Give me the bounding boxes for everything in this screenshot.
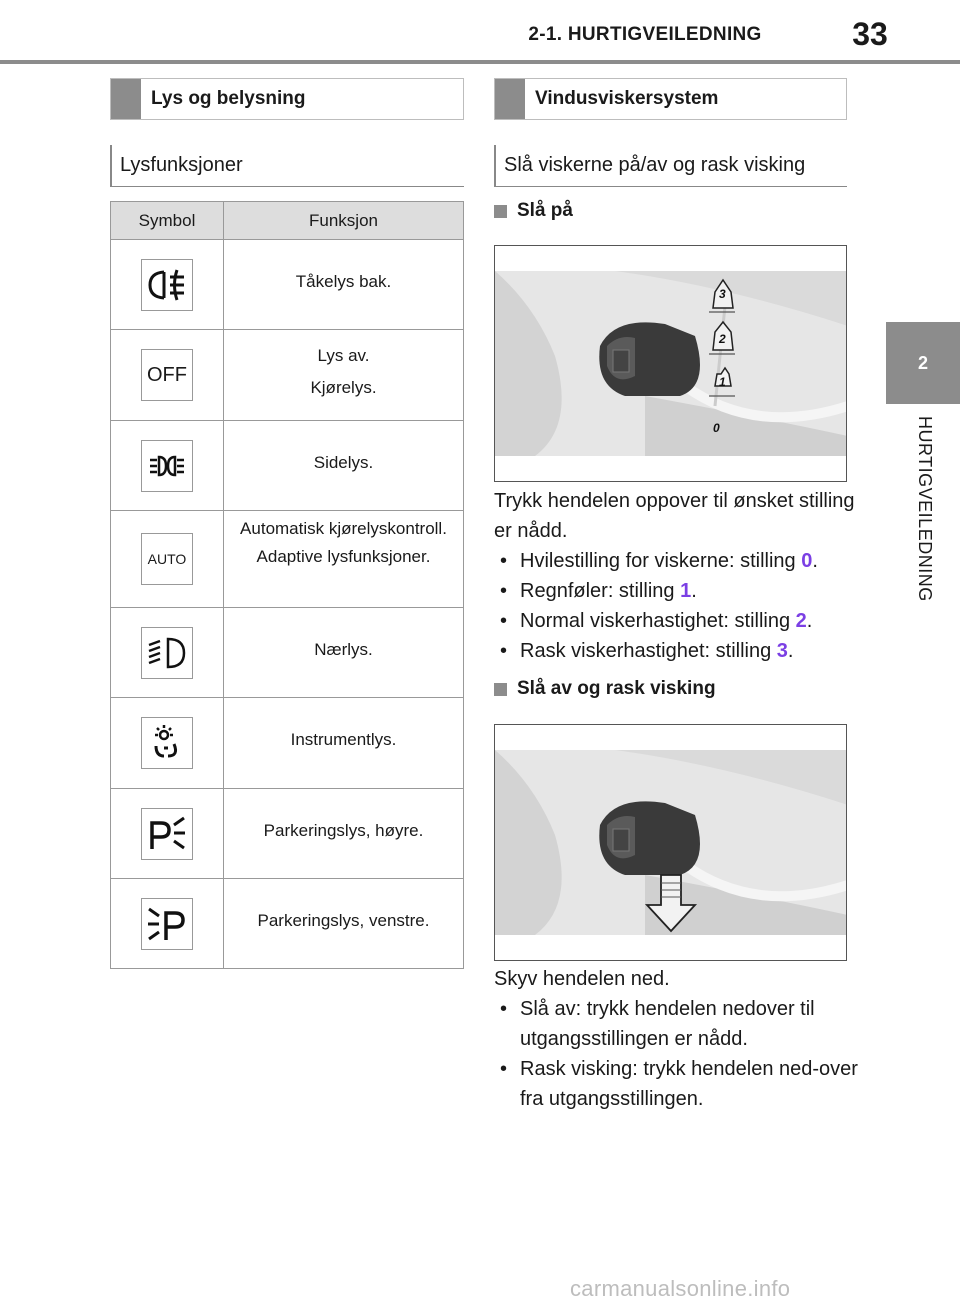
section-header-lights bbox=[110, 78, 464, 120]
function-text: Automatisk kjørelyskontroll. bbox=[240, 519, 447, 538]
table-header-row bbox=[111, 202, 464, 240]
symbol-cell bbox=[111, 330, 224, 421]
action-list bbox=[494, 994, 864, 1114]
table-header-function: Funksjon bbox=[224, 202, 464, 240]
parking-light-left-icon bbox=[141, 898, 193, 950]
function-text: Parkeringslys, venstre. bbox=[257, 911, 430, 930]
function-text: Nærlys. bbox=[314, 640, 373, 659]
table-row bbox=[111, 240, 464, 330]
instruction-text: Skyv hendelen ned. bbox=[494, 968, 670, 990]
heading-turn-off bbox=[494, 678, 716, 700]
function-text: Kjørelys. bbox=[310, 378, 377, 397]
wiper-lever-up-illustration bbox=[494, 245, 847, 482]
list-item-text: Rask viskerhastighet: stilling bbox=[520, 640, 777, 662]
lever-position-2: 2 bbox=[719, 332, 726, 346]
list-item-end: . bbox=[812, 550, 818, 572]
list-item bbox=[494, 606, 864, 636]
function-text: Parkeringslys, høyre. bbox=[263, 821, 424, 840]
table-row bbox=[111, 879, 464, 969]
heading-turn-on bbox=[494, 200, 573, 222]
page-number: 33 bbox=[852, 16, 888, 52]
section-header-wipers bbox=[494, 78, 847, 120]
list-item: • Slå av: trykk hendelen nedover til utgangsstillingen er nådd. bbox=[494, 994, 864, 1054]
symbol-cell bbox=[111, 789, 224, 879]
function-cell bbox=[224, 421, 464, 511]
table-header-symbol: Symbol bbox=[111, 202, 224, 240]
wiper-lever-down-illustration bbox=[494, 724, 847, 961]
table-row bbox=[111, 421, 464, 511]
list-item: • Rask visking: trykk hendelen ned-over fra utgangsstillingen. bbox=[494, 1054, 864, 1114]
side-lights-icon bbox=[141, 440, 193, 492]
table-row bbox=[111, 608, 464, 698]
list-item-end: . bbox=[806, 610, 813, 632]
function-cell bbox=[224, 511, 464, 608]
list-item-end: . bbox=[691, 580, 697, 602]
off-icon-text: OFF bbox=[147, 363, 187, 386]
list-item-text: Regnføler: stilling bbox=[520, 580, 681, 602]
heading-text: Slå av og rask visking bbox=[517, 678, 716, 699]
function-cell bbox=[224, 240, 464, 330]
parking-light-right-icon bbox=[141, 808, 193, 860]
position-number: 3 bbox=[776, 640, 788, 662]
lever-position-1: 1 bbox=[719, 375, 726, 389]
chapter-tab-number: 2 bbox=[886, 322, 960, 404]
list-item-end: . bbox=[787, 640, 794, 662]
list-item-text: Normal viskerhastighet: stilling bbox=[520, 610, 796, 632]
low-beam-icon bbox=[141, 627, 193, 679]
table-row bbox=[111, 511, 464, 608]
light-functions-table bbox=[110, 201, 464, 969]
section-title: Lys og belysning bbox=[151, 88, 306, 109]
function-cell bbox=[224, 789, 464, 879]
function-text: Adaptive lysfunksjoner. bbox=[256, 547, 431, 566]
heading-marker bbox=[494, 205, 507, 218]
list-item bbox=[494, 576, 864, 606]
watermark: carmanualsonline.info bbox=[570, 1276, 791, 1301]
position-number: 1 bbox=[680, 580, 692, 602]
symbol-cell bbox=[111, 608, 224, 698]
list-item bbox=[494, 636, 864, 666]
table-row bbox=[111, 330, 464, 421]
list-item bbox=[494, 546, 864, 576]
symbol-cell bbox=[111, 421, 224, 511]
header-rule bbox=[0, 60, 960, 64]
subsection-title: Lysfunksjoner bbox=[110, 145, 464, 187]
function-text: Lys av. bbox=[317, 346, 370, 365]
list-item-text: Hvilestilling for viskerne: stilling bbox=[520, 550, 802, 572]
position-number: 2 bbox=[795, 610, 807, 632]
function-cell bbox=[224, 879, 464, 969]
function-text: Sidelys. bbox=[313, 453, 374, 472]
rear-fog-light-icon bbox=[141, 259, 193, 311]
instrument-light-icon bbox=[141, 717, 193, 769]
chapter-tab-label: HURTIGVEILEDNING bbox=[915, 416, 935, 602]
symbol-cell bbox=[111, 511, 224, 608]
chapter-title: 2-1. HURTIGVEILEDNING bbox=[528, 24, 762, 45]
position-list bbox=[494, 546, 864, 666]
subsection-title: Slå viskerne på/av og rask visking bbox=[494, 145, 847, 187]
auto-icon-text: AUTO bbox=[147, 551, 187, 567]
lever-position-0: 0 bbox=[713, 421, 720, 435]
off-icon bbox=[141, 349, 193, 401]
table-row bbox=[111, 789, 464, 879]
function-text: Instrumentlys. bbox=[290, 730, 397, 749]
section-title: Vindusviskersystem bbox=[535, 88, 719, 109]
section-header-marker bbox=[111, 79, 141, 119]
section-header-marker bbox=[495, 79, 525, 119]
function-cell bbox=[224, 698, 464, 789]
heading-text: Slå på bbox=[517, 200, 573, 221]
function-cell bbox=[224, 330, 464, 421]
function-cell bbox=[224, 608, 464, 698]
auto-icon bbox=[141, 533, 193, 585]
symbol-cell bbox=[111, 879, 224, 969]
instruction-text: Trykk hendelen oppover til ønsket stilling er nådd. bbox=[494, 490, 855, 542]
lever-position-3: 3 bbox=[719, 287, 726, 301]
symbol-cell bbox=[111, 698, 224, 789]
function-text: Tåkelys bak. bbox=[295, 272, 392, 291]
table-row bbox=[111, 698, 464, 789]
symbol-cell bbox=[111, 240, 224, 330]
position-number: 0 bbox=[801, 550, 813, 572]
heading-marker bbox=[494, 683, 507, 696]
